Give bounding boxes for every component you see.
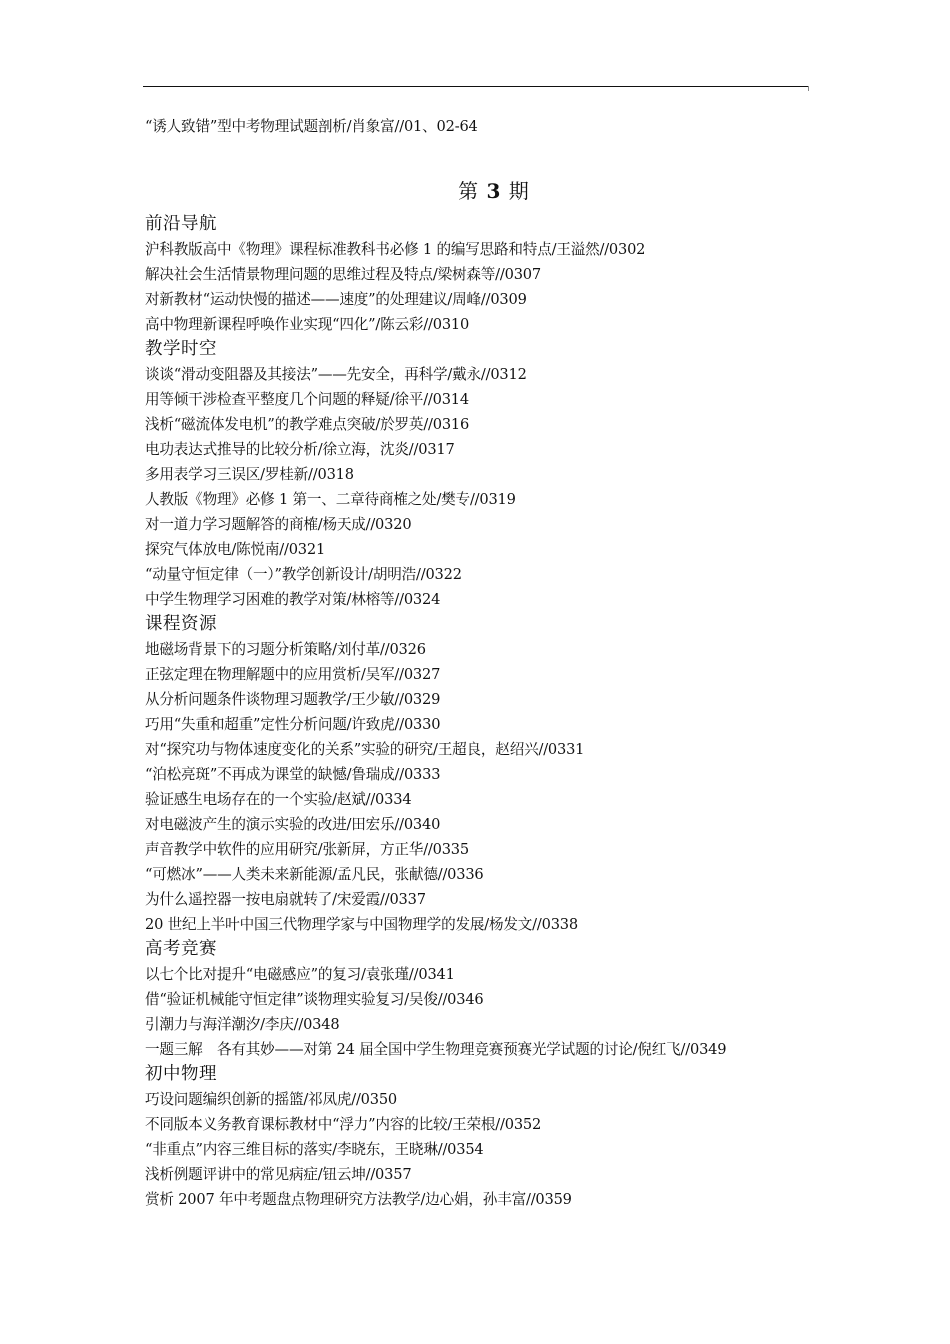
list-item: 对“探究功与物体速度变化的关系”实验的研究/王超良，赵绍兴//0331 [145, 741, 585, 758]
list-item: 引潮力与海洋潮汐/李庆//0348 [145, 1016, 340, 1033]
issue-number: 3 [486, 179, 502, 203]
list-item: 探究气体放电/陈悦南//0321 [145, 541, 326, 558]
list-item: 多用表学习三误区/罗桂新//0318 [145, 466, 354, 483]
list-item: 巧用“失重和超重”定性分析问题/许致虎//0330 [145, 716, 441, 733]
section-title: 课程资源 [145, 614, 217, 634]
section-frontier [145, 212, 825, 337]
section-junior [145, 1062, 825, 1212]
section-resources [145, 612, 825, 937]
top-entry: “诱人致错”型中考物理试题剖析/肖象富//01、02-64 [145, 118, 478, 135]
list-item: 电功表达式推导的比较分析/徐立海，沈炎//0317 [145, 441, 455, 458]
list-item: 人教版《物理》必修 1 第一、二章待商榷之处/樊专//0319 [145, 491, 516, 508]
list-item: 对一道力学习题解答的商榷/杨天成//0320 [145, 516, 412, 533]
list-item: 高中物理新课程呼唤作业实现“四化”/陈云彩//0310 [145, 316, 470, 333]
list-item: 为什么遥控器一按电扇就转了/宋爱霞//0337 [145, 891, 426, 908]
list-item: “泊松亮斑”不再成为课堂的缺憾/鲁瑞成//0333 [145, 766, 441, 783]
list-item: 中学生物理学习困难的教学对策/林榕等//0324 [145, 591, 441, 608]
issue-prefix: 第 [458, 179, 487, 203]
section-title: 初中物理 [145, 1064, 217, 1084]
list-item: 正弦定理在物理解题中的应用赏析/吴军//0327 [145, 666, 441, 683]
issue-heading [145, 172, 825, 210]
list-item: 地磁场背景下的习题分析策略/刘付革//0326 [145, 641, 426, 658]
section-title: 前沿导航 [145, 214, 217, 234]
list-item: 声音教学中软件的应用研究/张新屏，方正华//0335 [145, 841, 469, 858]
list-item: 谈谈“滑动变阻器及其接法”——先安全，再科学/戴永//0312 [145, 366, 527, 383]
list-item: 不同版本义务教育课标教材中“浮力”内容的比较/王荣根//0352 [145, 1116, 542, 1133]
section-teaching [145, 337, 825, 612]
list-item: “动量守恒定律（一）”教学创新设计/胡明浩//0322 [145, 566, 462, 583]
section-title: 教学时空 [145, 339, 217, 359]
document-page [145, 114, 825, 1212]
list-item: 借“验证机械能守恒定律”谈物理实验复习/吴俊//0346 [145, 991, 484, 1008]
header-rule [143, 86, 809, 87]
list-item: 用等倾干涉检查平整度几个问题的释疑/徐平//0314 [145, 391, 469, 408]
list-item: 沪科教版高中《物理》课程标准教科书必修 1 的编写思路和特点/王溢然//0302 [145, 241, 646, 258]
list-item: 赏析 2007 年中考题盘点物理研究方法教学/边心娟，孙丰富//0359 [145, 1191, 572, 1208]
list-item: 20 世纪上半叶中国三代物理学家与中国物理学的发展/杨发文//0338 [145, 916, 578, 933]
list-item: “可燃冰”——人类未来新能源/孟凡民，张献德//0336 [145, 866, 484, 883]
list-item: 从分析问题条件谈物理习题教学/王少敏//0329 [145, 691, 441, 708]
list-item: 一题三解 各有其妙——对第 24 届全国中学生物理竞赛预赛光学试题的讨论/倪红飞//0349 [145, 1041, 727, 1058]
list-item: “非重点”内容三维目标的落实/李晓东，王晓琳//0354 [145, 1141, 484, 1158]
list-item: 对电磁波产生的演示实验的改进/田宏乐//0340 [145, 816, 441, 833]
header-rule-tick [808, 86, 809, 91]
section-title: 高考竞赛 [145, 939, 217, 959]
section-exam [145, 937, 825, 1062]
list-item: 巧设问题编织创新的摇篮/祁凤虎//0350 [145, 1091, 398, 1108]
list-item: 以七个比对提升“电磁感应”的复习/袁张瑾//0341 [145, 966, 455, 983]
list-item: 对新教材“运动快慢的描述——速度”的处理建议/周峰//0309 [145, 291, 527, 308]
list-item: 浅析例题评讲中的常见病症/钮云坤//0357 [145, 1166, 412, 1183]
list-item: 解决社会生活情景物理问题的思维过程及特点/梁树森等//0307 [145, 266, 541, 283]
issue-suffix: 期 [501, 179, 530, 203]
list-item: 浅析“磁流体发电机”的教学难点突破/於罗英//0316 [145, 416, 470, 433]
list-item: 验证感生电场存在的一个实验/赵斌//0334 [145, 791, 412, 808]
